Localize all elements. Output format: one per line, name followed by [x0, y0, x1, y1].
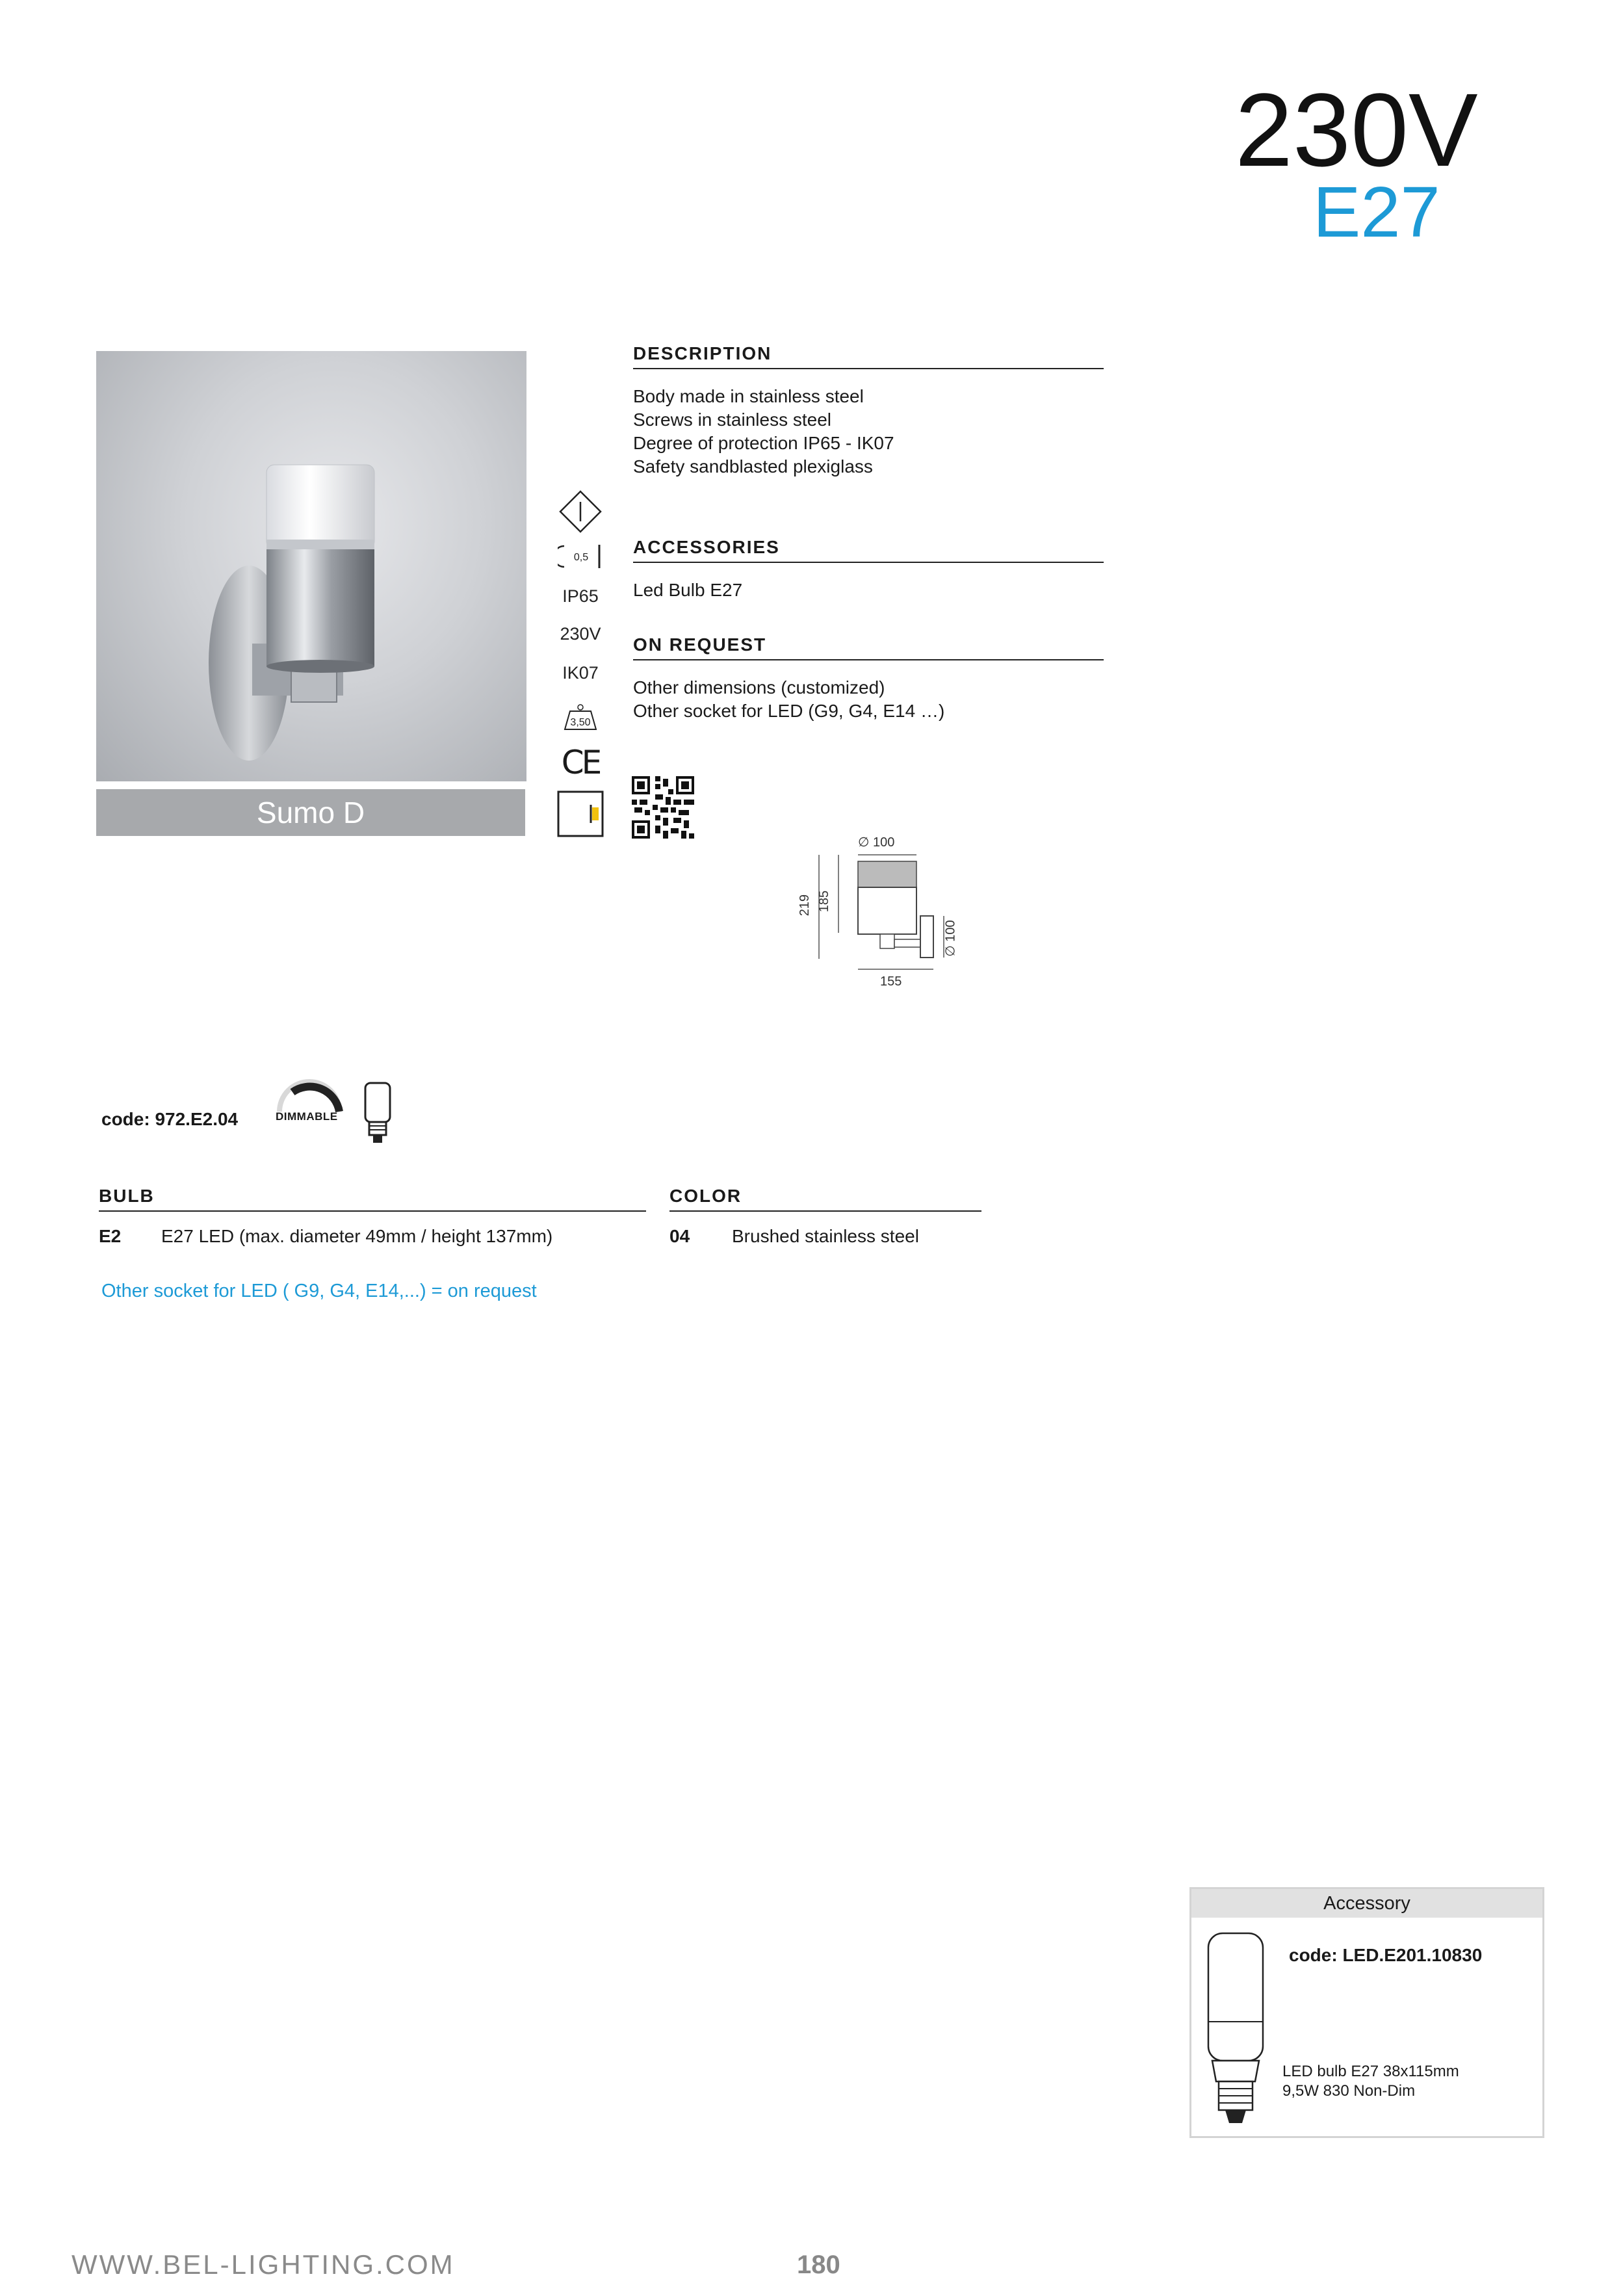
accessory-header: Accessory — [1191, 1889, 1542, 1918]
description-title: DESCRIPTION — [633, 343, 1104, 369]
on-request-line: Other dimensions (customized) — [633, 677, 885, 698]
page-number: 180 — [797, 2250, 840, 2279]
description-section — [633, 343, 1104, 478]
dimension-body-height: 185 — [817, 890, 832, 913]
voltage-rating: 230V — [560, 624, 601, 644]
accessory-desc-line: 9,5W 830 Non-Dim — [1282, 2082, 1416, 2100]
accessory-description — [1282, 2062, 1459, 2101]
dimension-top-diameter: ∅ 100 — [858, 835, 895, 850]
product-photo — [96, 351, 526, 781]
ce-mark-icon: CE — [561, 744, 600, 781]
ip-rating: IP65 — [562, 586, 599, 606]
description-line: Body made in stainless steel — [633, 386, 864, 406]
description-line: Degree of protection IP65 - IK07 — [633, 433, 894, 453]
bulb-table — [99, 1186, 646, 1247]
product-code: code: 972.E2.04 — [101, 1109, 239, 1129]
dimmable-badge — [273, 1076, 346, 1128]
bulb-icon — [361, 1082, 394, 1150]
class-ii-insulation-icon — [545, 489, 616, 538]
led-bulb-icon — [1203, 1931, 1268, 2135]
ik-rating: IK07 — [562, 663, 599, 683]
description-line: Safety sandblasted plexiglass — [633, 456, 873, 476]
color-row — [669, 1226, 981, 1247]
min-distance-icon — [545, 542, 616, 574]
accessory-desc-line: LED bulb E27 38x115mm — [1282, 2063, 1459, 2080]
accessories-title: ACCESSORIES — [633, 537, 1104, 563]
on-request-title: ON REQUEST — [633, 634, 1104, 660]
bulb-code: E2 — [99, 1226, 122, 1246]
accessory-code: code: LED.E201.10830 — [1289, 1945, 1483, 1965]
color-title: COLOR — [669, 1186, 981, 1212]
voltage-heading: 230V — [1235, 72, 1478, 188]
dimension-total-height: 219 — [798, 894, 812, 917]
dimension-depth: 155 — [880, 974, 902, 989]
bulb-text: E27 LED (max. diameter 49mm / height 137mm) — [161, 1226, 553, 1246]
dimmable-label: DIMMABLE — [276, 1110, 338, 1123]
bulb-row — [99, 1226, 646, 1247]
on-request-section — [633, 634, 1104, 723]
dimension-drawing — [793, 835, 962, 1004]
weight-label: 3,50 — [570, 717, 591, 728]
accessories-section — [633, 537, 1104, 602]
qr-code[interactable] — [632, 776, 694, 842]
on-request-line: Other socket for LED (G9, G4, E14 …) — [633, 701, 945, 721]
bulb-note: Other socket for LED ( G9, G4, E14,...) = on request — [101, 1281, 537, 1301]
dimension-base-diameter: ∅ 100 — [943, 920, 958, 957]
wall-lamp-illustration — [96, 351, 526, 781]
weight-icon — [545, 703, 616, 735]
dimmable-arc-icon — [273, 1076, 346, 1113]
description-line: Screws in stainless steel — [633, 410, 832, 430]
wall-mount-icon — [545, 790, 616, 841]
color-code: 04 — [669, 1226, 690, 1246]
website-link[interactable]: WWW.BEL-LIGHTING.COM — [71, 2249, 455, 2280]
accessories-line: Led Bulb E27 — [633, 580, 743, 600]
min-distance-label: 0,5 — [573, 552, 589, 563]
color-text: Brushed stainless steel — [732, 1226, 919, 1246]
color-table — [669, 1186, 981, 1247]
product-name-caption: Sumo D — [96, 789, 525, 836]
accessory-box — [1189, 1887, 1544, 2138]
bulb-title: BULB — [99, 1186, 646, 1212]
socket-heading: E27 — [1313, 172, 1440, 252]
